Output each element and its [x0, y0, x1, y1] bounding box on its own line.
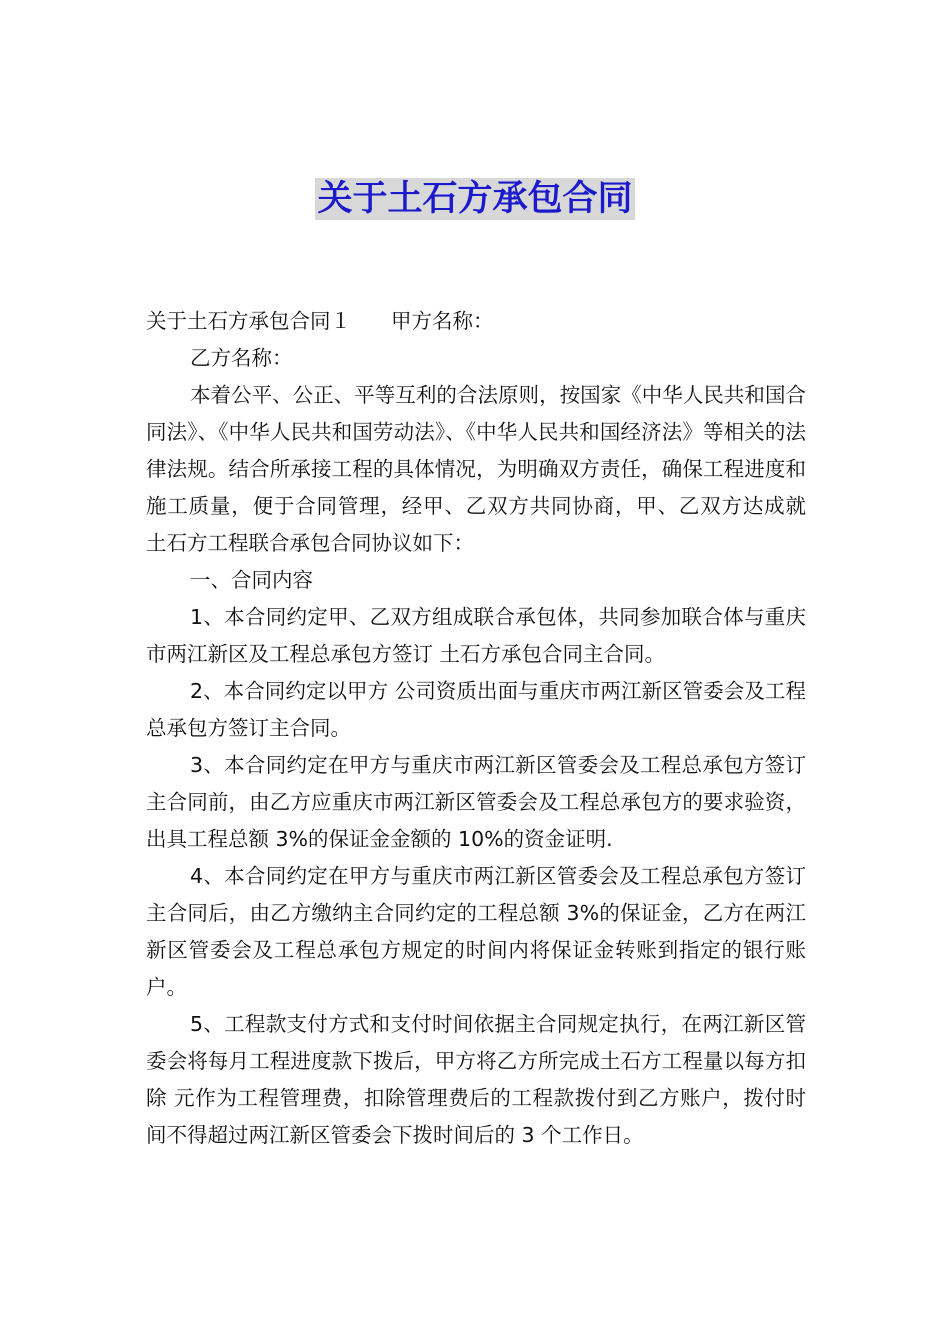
section-heading: 一、合同内容 [190, 568, 313, 592]
document-title: 关于土石方承包合同 [317, 179, 633, 219]
paragraph: 3、本合同约定在甲方与重庆市两江新区管委会及工程总承包方签订主合同前，由乙方应重庆市两江新区管委会及工程总承包方的要求验资，出具工程总额 3%的保证金金额的 10%的资金证明. [146, 753, 806, 851]
intro-left: 关于土石方承包合同１ [146, 309, 351, 333]
paragraph: 5、工程款支付方式和支付时间依据主合同规定执行，在两江新区管委会将每月工程进度款下拨后，甲方将乙方所完成土石方工程量以每方扣除 元作为工程管理费，扣除管理费后的工程款拨付到乙方账户，拨付时间不得超过两江新区管委会下拨时间后的 3 个工作日。 [146, 1012, 806, 1147]
paragraph: 2、本合同约定以甲方 公司资质出面与重庆市两江新区管委会及工程总承包方签订主合同。 [146, 679, 806, 740]
intro-line [146, 303, 806, 340]
paragraph: 本着公平、公正、平等互利的合法原则，按国家《中华人民共和国合同法》、《中华人民共和国劳动法》、《中华人民共和国经济法》等相关的法律法规。结合所承接工程的具体情况，为明确双方责任，确保工程进度和施工质量，便于合同管理，经甲、乙双方共同协商，甲、乙双方达成就 土石方工程联合承包合同协议如下： [146, 383, 806, 555]
paragraph: 乙方名称： [190, 346, 293, 370]
title-container [0, 178, 950, 220]
paragraph: 4、本合同约定在甲方与重庆市两江新区管委会及工程总承包方签订主合同后，由乙方缴纳主合同约定的工程总额 3%的保证金，乙方在两江新区管委会及工程总承包方规定的时间内将保证金转账到指定的银行账户。 [146, 864, 806, 999]
intro-right: 甲方名称： [391, 309, 494, 333]
document-body [146, 303, 806, 1154]
paragraph: 1、本合同约定甲、乙双方组成联合承包体，共同参加联合体与重庆市两江新区及工程总承包方签订 土石方承包合同主合同。 [146, 605, 806, 666]
